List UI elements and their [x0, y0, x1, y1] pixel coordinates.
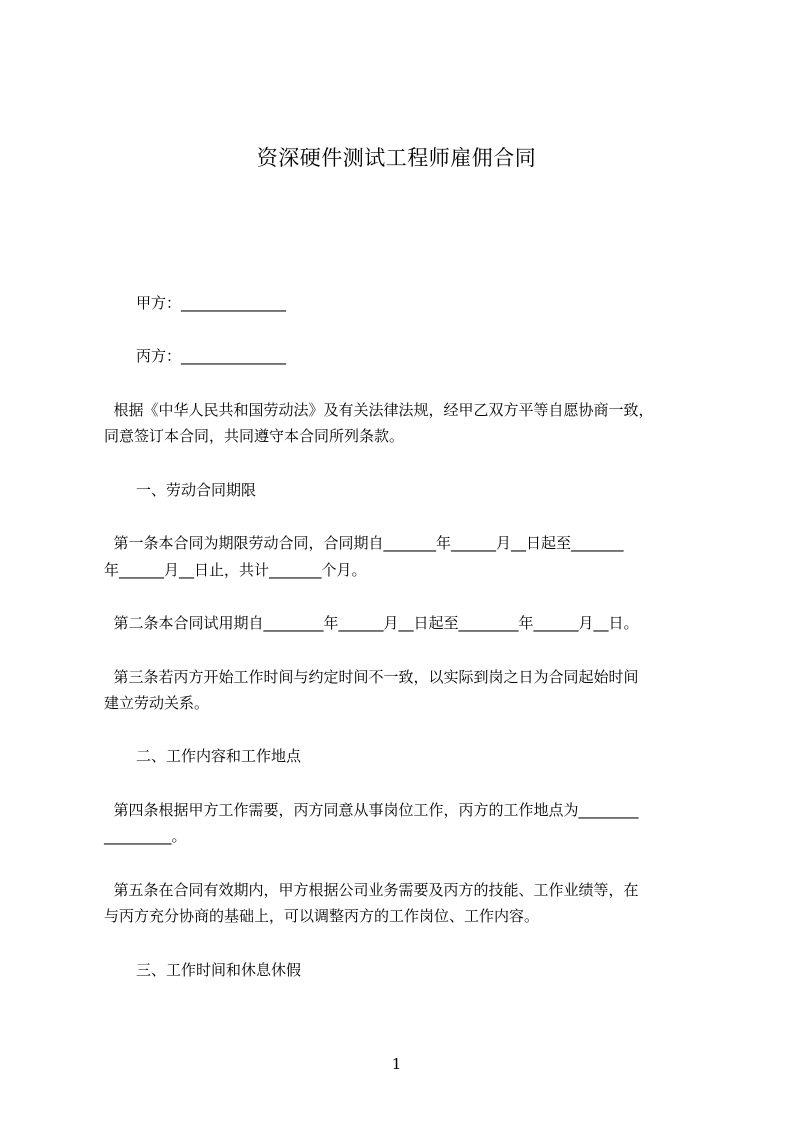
party-c-line: 丙方：______________ — [136, 347, 287, 365]
article-3-line-1: 第三条若丙方开始工作时间与约定时间不一致，以实际到岗之日为合同起始时间 — [104, 668, 639, 686]
section-3-title: 三、工作时间和休息休假 — [136, 961, 302, 979]
article-4-line-2: _________。 — [104, 827, 187, 845]
page-number: 1 — [391, 1055, 402, 1073]
section-1-title: 一、劳动合同期限 — [136, 481, 257, 499]
intro-line-1: 根据《中华人民共和国劳动法》及有关法律法规，经甲乙双方平等自愿协商一致， — [104, 401, 654, 419]
article-3-line-2: 建立劳动关系。 — [104, 694, 210, 712]
article-1-line-1: 第一条本合同为期限劳动合同，合同期自_______年______月__日起至_______ — [104, 534, 624, 552]
article-5-line-2: 与丙方充分协商的基础上，可以调整丙方的工作岗位、工作内容。 — [104, 907, 540, 925]
article-5-line-1: 第五条在合同有效期内，甲方根据公司业务需要及丙方的技能、工作业绩等，在 — [104, 881, 639, 899]
document-title: 资深硬件测试工程师雇佣合同 — [256, 146, 537, 170]
section-2-title: 二、工作内容和工作地点 — [136, 747, 302, 765]
party-a-line: 甲方：______________ — [136, 294, 287, 312]
article-2-line-1: 第二条本合同试用期自________年______月__日起至________年______月__日。 — [104, 614, 639, 632]
article-4-line-1: 第四条根据甲方工作需要，丙方同意从事岗位工作，丙方的工作地点为________ — [104, 801, 639, 819]
article-1-line-2: 年______月__日止，共计_______个月。 — [104, 561, 367, 579]
intro-line-2: 同意签订本合同，共同遵守本合同所列条款。 — [104, 427, 405, 445]
